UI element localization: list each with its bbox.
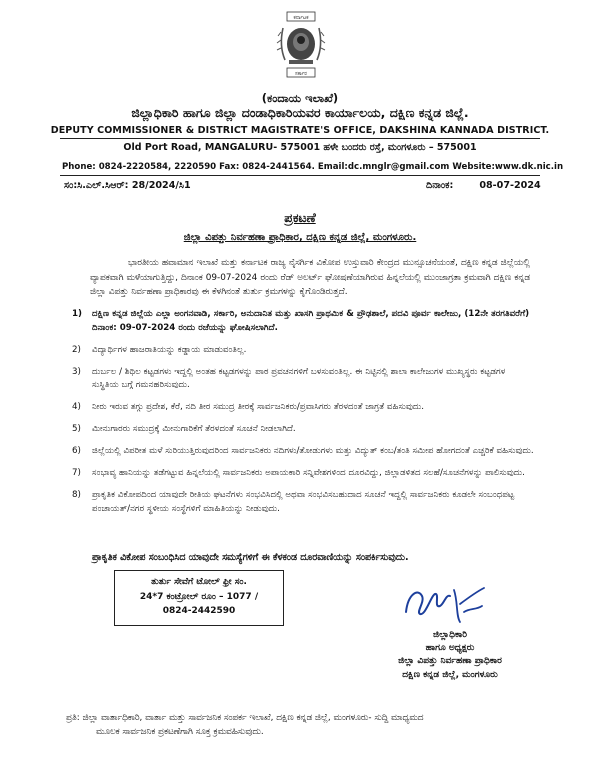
signatory-designation: ಜಿಲ್ಲಾಧಿಕಾರಿ (433, 630, 467, 640)
svg-text:ಸರ್ಕಾರ: ಸರ್ಕಾರ (295, 71, 307, 77)
department-title-kn: ಜಿಲ್ಲಾಧಿಕಾರಿ ಹಾಗೂ ಜಿಲ್ಲಾ ದಂಡಾಧಿಕಾರಿಯವರ ಕಾರ್ಯಾಲಯ, ದಕ್ಷಿಣ ಕನ್ನಡ ಜಿಲ್ಲೆ. (131, 105, 469, 120)
copy-to (66, 712, 536, 740)
signatory-block (340, 629, 560, 682)
toll-free-label: ತುರ್ತು ಸೇವೆಗೆ ಟೋಲ್ ಫ್ರೀ ಸಂ. (151, 577, 247, 587)
list-item: 4) ನೀರು ಇರುವ ತಗ್ಗು ಪ್ರದೇಶ, ಕೆರೆ, ನದಿ ತೀರ ಸಮುದ್ರ ತೀರಕ್ಕೆ ಸಾರ್ವಜನಿಕರು/ಪ್ರವಾಸಿಗರು ತೆರಳದಂತೆ ಜಾಗ್ರತೆ ವಹಿಸುವುದು. (72, 402, 425, 413)
notice-title: ಪ್ರಕಟಣೆ (284, 210, 316, 225)
department-title-en: DEPUTY COMMISSIONER & DISTRICT MAGISTRATE'S OFFICE, DAKSHINA KANNADA DISTRICT. (50, 125, 550, 136)
control-room-number: 24*7 ಕಂಟ್ರೋಲ್ ರೂಂ – 1077 / (139, 591, 259, 602)
control-room-phone: 0824-2442590 (162, 606, 236, 616)
copy-to-line-2: ಮೂಲಕ ಸಾರ್ವಜನಿಕ ಪ್ರಕಟಣೆಗಾಗಿ ಸೂಕ್ತ ಕ್ರಮವಹಿಸುವುದು. (96, 726, 264, 737)
measures-list (72, 308, 534, 525)
date-label: ದಿನಾಂಕ: (426, 180, 454, 191)
state-emblem-icon (273, 10, 329, 80)
signatory-role: ಹಾಗೂ ಅಧ್ಯಕ್ಷರು (425, 643, 475, 654)
reference-number: ಸಂ:ಸಿ.ಎಲ್.ಸಿಆರ್: 28/2024/ಸಿ1 (64, 180, 191, 191)
toll-free-box (114, 570, 284, 626)
header-rule-top (60, 138, 540, 139)
office-type-kn: (ಕಂದಾಯ ಇಲಾಖೆ) (261, 91, 339, 105)
header-rule-bottom (60, 175, 540, 176)
document-date (426, 180, 541, 191)
list-item: 5) ಮೀನುಗಾರರು ಸಮುದ್ರಕ್ಕೆ ಮೀನುಗಾರಿಕೆಗೆ ತೆರಳದಂತೆ ಸೂಚನೆ ನೀಡಲಾಗಿದೆ. (72, 424, 296, 435)
notice-authority: ಜಿಲ್ಲಾ ವಿಪತ್ತು ನಿರ್ವಹಣಾ ಪ್ರಾಧಿಕಾರ, ದಕ್ಷಿಣ ಕನ್ನಡ ಜಿಲ್ಲೆ, ಮಂಗಳೂರು. (183, 232, 417, 243)
office-contact: Phone: 0824-2220584, 2220590 Fax: 0824-2441564. Email:dc.mnglr@gmail.com Website:www.dk.nic.in (62, 162, 564, 172)
svg-text:ಕರ್ನಾಟಕ: ಕರ್ನಾಟಕ (293, 15, 309, 21)
notice-closing: ಪ್ರಾಕೃತಿಕ ವಿಕೋಪ ಸಂಬಂಧಿಸಿದ ಯಾವುದೇ ಸಮಸ್ಯೆಗಳಿಗೆ ಈ ಕೆಳಕಂಡ ದೂರವಾಣಿಯನ್ನು ಸಂಪರ್ಕಿಸುವುದು. (92, 552, 409, 563)
signatory-location: ದಕ್ಷಿಣ ಕನ್ನಡ ಜಿಲ್ಲೆ, ಮಂಗಳೂರು (402, 669, 498, 680)
list-item: 2) ವಿದ್ಯಾರ್ಥಿಗಳ ಹಾಜರಾತಿಯನ್ನು ಕಡ್ಡಾಯ ಮಾಡುವಂತಿಲ್ಲ. (72, 344, 247, 355)
list-item: 1) ದಕ್ಷಿಣ ಕನ್ನಡ ಜಿಲ್ಲೆಯ ಎಲ್ಲಾ ಅಂಗನವಾಡಿ, ಸರ್ಕಾರಿ, ಅನುದಾನಿತ ಮತ್ತು ಖಾಸಗಿ ಪ್ರಾಥಮಿಕ & ಪ್ರೌಢಶಾಲೆ, ಪದವಿ ಪೂರ್ವ ಕಾಲೇಜು, (12ನೇ ತರಗತಿವರೆಗೆ) ದಿನಾಂಕ: 09-07-2024 ರಂದು ರಜೆಯನ್ನು ಘೋಷಿಸಲಾಗಿದೆ. (72, 309, 530, 333)
notice-intro: ಭಾರತೀಯ ಹವಾಮಾನ ಇಲಾಖೆ ಮತ್ತು ಕರ್ನಾಟಕ ರಾಜ್ಯ ನೈಸರ್ಗಿಕ ವಿಕೋಪ ಉಸ್ತುವಾರಿ ಕೇಂದ್ರದ ಮುನ್ಸೂಚನೆಯಂತೆ, ದಕ್ಷಿಣ ಕನ್ನಡ ಜಿಲ್ಲೆಯಲ್ಲಿ ವ್ಯಾಪಕವಾಗಿ ಮಳೆಯಾಗುತ್ತಿದ್ದು, ದಿನಾಂಕ 09-07-2024 ರಂದು ರೆಡ್ ಅಲರ್ಟ್ ಘೋಷಣೆಯಾಗಿರುವ ಹಿನ್ನಲೆಯಲ್ಲಿ ಮುಂಜಾಗ್ರತಾ ಕ್ರಮವಾಗಿ ದಕ್ಷಿಣ ಕನ್ನಡ ಜಿಲ್ಲಾ ವಿಪತ್ತು ನಿರ್ವಹಣಾ ಪ್ರಾಧಿಕಾರವು ಈ ಕೆಳಗಿನಂತೆ ತುರ್ತು ಕ್ರಮಗಳನ್ನು ಕೈಗೊಂಡಿರುತ್ತದೆ. (90, 258, 530, 298)
copy-to-line-1: ಪ್ರತಿ: ಜಿಲ್ಲಾ ವಾರ್ತಾಧಿಕಾರಿ, ವಾರ್ತಾ ಮತ್ತು ಸಾರ್ವಜನಿಕ ಸಂಪರ್ಕ ಇಲಾಖೆ, ದಕ್ಷಿಣ ಕನ್ನಡ ಜಿಲ್ಲೆ, ಮಂಗಳೂರು- ಸುದ್ದಿ ಮಾಧ್ಯಮದ (66, 713, 424, 723)
signature-icon (398, 582, 490, 626)
list-item: 7) ಸಂಭಾವ್ಯ ಹಾನಿಯನ್ನು ತಡೆಗಟ್ಟುವ ಹಿನ್ನಲೆಯಲ್ಲಿ ಸಾರ್ವಜನಿಕರು ಅಪಾಯಕಾರಿ ಸನ್ನಿವೇಶಗಳಿಂದ ದೂರವಿದ್ದು, ಜಿಲ್ಲಾಡಳಿತದ ಸಲಹೆ/ಸೂಚನೆಗಳನ್ನು ಪಾಲಿಸುವುದು. (72, 468, 525, 479)
signatory-authority: ಜಿಲ್ಲಾ ವಿಪತ್ತು ನಿರ್ವಹಣಾ ಪ್ರಾಧಿಕಾರ (398, 656, 502, 667)
list-item: 3) ದುರ್ಬಲ / ಶಿಥಿಲ ಕಟ್ಟಡಗಳು ಇದ್ದಲ್ಲಿ ಅಂತಹ ಕಟ್ಟಡಗಳನ್ನು ಪಾಠ ಪ್ರವಚನಗಳಿಗೆ ಬಳಸುವಂತಿಲ್ಲ. ಈ ನಿಟ್ಟಿನಲ್ಲಿ ಶಾಲಾ ಕಾಲೇಜುಗಳ ಮುಖ್ಯಸ್ಥರು ಕಟ್ಟಡಗಳ ಸುಸ್ಥಿತಿಯ ಬಗ್ಗೆ ಗಮನಹರಿಸುವುದು. (72, 366, 506, 391)
list-item: 6) ಜಿಲ್ಲೆಯಲ್ಲಿ ವಿಪರೀತ ಮಳೆ ಸುರಿಯುತ್ತಿರುವುದರಿಂದ ಸಾರ್ವಜನಿಕರು ನದಿಗಳು/ತೋಡುಗಳು ಮತ್ತು ವಿದ್ಯುತ್ ಕಂಬ/ತಂತಿ ಸಮೀಪ ಹೋಗದಂತೆ ಎಚ್ಚರಿಕೆ ವಹಿಸುವುದು. (72, 446, 534, 457)
date-value: 08-07-2024 (479, 180, 541, 191)
list-item: 8) ಪ್ರಾಕೃತಿಕ ವಿಕೋಪದಿಂದ ಯಾವುದೇ ರೀತಿಯ ಘಟನೆಗಳು ಸಂಭವಿಸಿದಲ್ಲಿ ಅಥವಾ ಸಂಭವಿಸಬಹುದಾದ ಸೂಚನೆ ಇದ್ದಲ್ಲಿ ಸಾರ್ವಜನಿಕರು ಕೂಡಲೇ ಸಂಬಂಧಪಟ್ಟ ಪಂಚಾಯತ್/ನಗರ ಸ್ಥಳೀಯ ಸಂಸ್ಥೆಗಳಿಗೆ ಮಾಹಿತಿಯನ್ನು ನೀಡುವುದು. (72, 490, 515, 514)
office-address: Old Port Road, MANGALURU- 575001 ಹಳೇ ಬಂದರು ರಸ್ತೆ, ಮಂಗಳೂರು – 575001 (123, 142, 477, 153)
